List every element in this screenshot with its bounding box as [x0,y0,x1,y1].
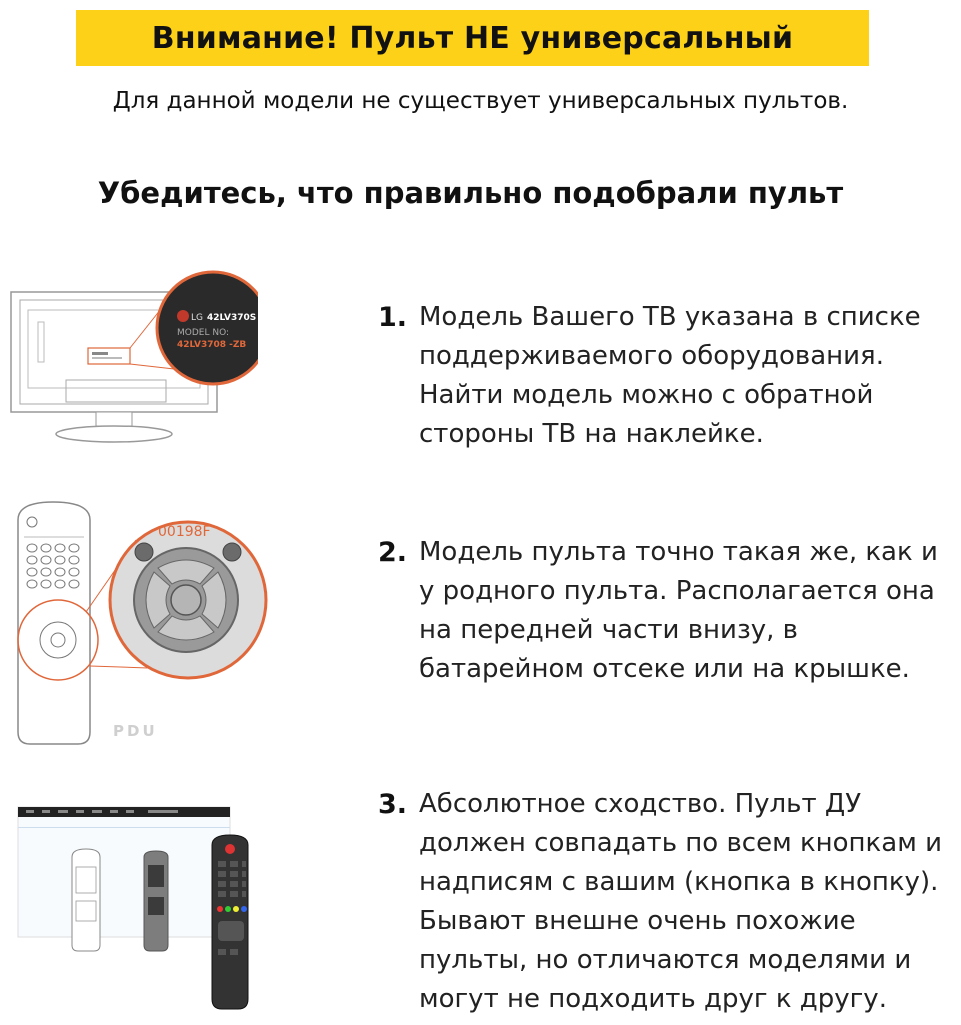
tv-label-brand: LG [191,313,203,323]
section-heading: Убедитесь, что правильно подобрали пульт [97,176,844,210]
step-1 [355,298,955,454]
step-text: Модель Вашего ТВ указана в списке поддерживаемого оборудования. Найти модель можно с обратной стороны ТВ на наклейке. [419,302,921,449]
remote-zoom-illustration [8,500,273,750]
tv-back-illustration [8,262,258,447]
tv-label-caption: MODEL NO: [177,328,230,338]
tv-label-model-number: 42LV3708 -ZB [177,340,247,350]
subtitle: Для данной модели не существует универсальных пультов. [112,88,849,114]
step-text: Модель пульта точно такая же, как и у родного пульта. Располагается она на передней части внизу, в батарейном отсеке или на крышке. [419,537,938,684]
warning-banner [76,10,869,66]
step-2 [355,533,955,689]
step-number: 1. [377,302,407,333]
remote-model-code: 00198F [158,524,211,540]
warning-banner-text: Внимание! Пульт НЕ универсальный [151,20,794,56]
step-3 [355,785,955,1019]
step-number: 3. [377,789,407,820]
watermark: PDU [113,722,158,740]
step-text: Абсолютное сходство. Пульт ДУ должен совпадать по всем кнопкам и надписям с вашим (кнопка в кнопку). Бывают внешне очень похожие пульты, но отличаются моделями и могут не подходить друг к другу. [419,789,942,1014]
tv-label-model-top: 42LV370S [207,313,257,323]
step-number: 2. [377,537,407,568]
remotes-comparison-illustration [16,805,261,1015]
